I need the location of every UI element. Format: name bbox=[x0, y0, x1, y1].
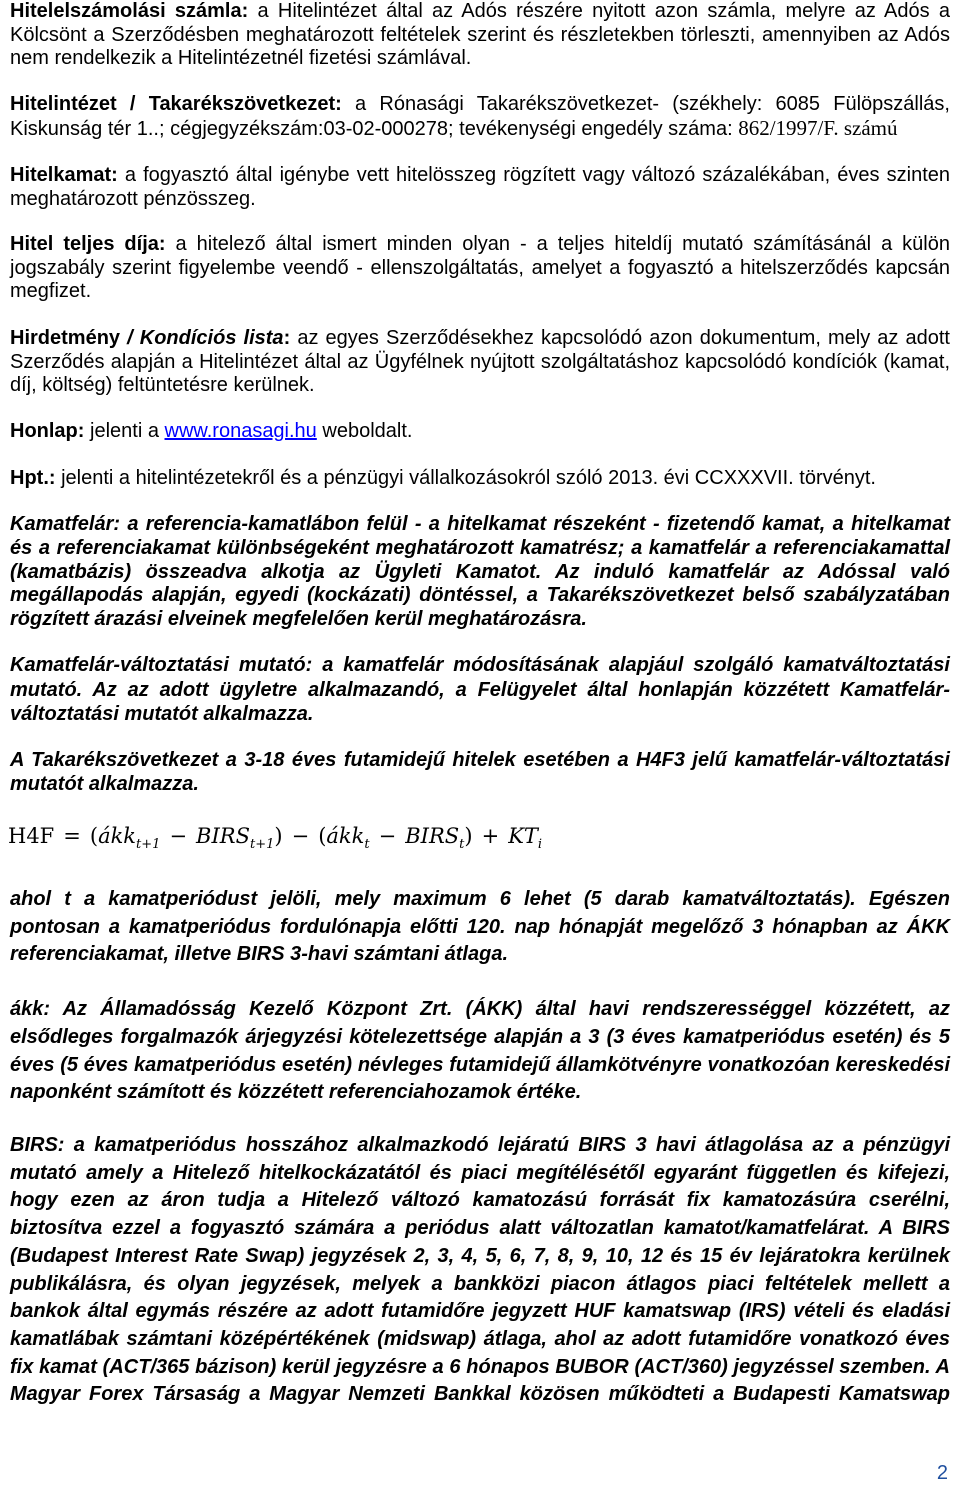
definition-hitelintezet bbox=[10, 93, 950, 141]
definition-hpt bbox=[10, 467, 950, 491]
formula-minus: − bbox=[291, 824, 310, 848]
formula-paren: ( bbox=[318, 824, 327, 848]
formula-subscript: t+1 bbox=[249, 837, 275, 852]
formula-var-birs: BIRS bbox=[196, 824, 250, 848]
formula-var-birs: BIRS bbox=[405, 824, 460, 848]
formula-var-akk: ákk bbox=[326, 824, 365, 848]
term-label: Hitelelszámolási számla: bbox=[10, 0, 249, 22]
term-label: Hirdetmény bbox=[10, 327, 121, 349]
term-label: Hitel teljes díja: bbox=[10, 233, 166, 255]
formula-subscript: t bbox=[459, 837, 465, 852]
formula-equals: = bbox=[63, 824, 81, 848]
definition-text: jelenti a hitelintézetekről és a pénzügyi vállalkozásokról szóló 2013. évi CCXXXVII. törvényt. bbox=[61, 467, 876, 489]
formula-paren: ) bbox=[274, 824, 283, 848]
definition-hirdetmeny bbox=[10, 327, 950, 398]
formula-lhs: H4F bbox=[8, 824, 55, 848]
term-label: Hpt.: bbox=[10, 467, 56, 489]
formula-var-akk: ákk bbox=[98, 824, 137, 848]
term-label-italic: / Kondíciós lista bbox=[127, 327, 284, 349]
formula-minus: − bbox=[169, 824, 188, 848]
definition-honlap bbox=[10, 420, 950, 444]
h4f-formula bbox=[8, 816, 542, 856]
h4f3-mutato-statement: A Takarékszövetkezet a 3-18 éves futamidejű hitelek esetében a H4F3 jelű kamatfelár-változtatási mutatót alkalmazza. bbox=[10, 749, 950, 795]
formula-plus: + bbox=[481, 824, 500, 848]
definition-text: a fogyasztó által igénybe vett hitelösszeg rögzített vagy változó százalékában, éves szinten meghatározott pénzösszeg. bbox=[10, 164, 950, 210]
term-label: Hitelintézet / Takarékszövetkezet: bbox=[10, 93, 342, 115]
definition-text: jelenti a bbox=[90, 420, 159, 442]
definition-hitel-teljes-dija bbox=[10, 233, 950, 304]
definition-text: a hitelező által ismert minden olyan - a teljes hiteldíj mutató számításánál a külön jogszabály szerint figyelembe veendő - ellenszolgáltatás, amelyet a fogyasztó a hitelszerződés kapcsán megfizet. bbox=[10, 233, 950, 302]
definition-akk: ákk: Az Államadósság Kezelő Központ Zrt. (ÁKK) által havi rendszerességgel közzétett, az elsődleges forgalmazók árjegyzési kötelezettsége alapján a 3 (3 éves kamatperiódus esetén) és 5 éves (5 éves kamatperiódus esetén) névleges futamidejű államkötvényre vonatkozóan kereskedési naponként számított és közzétett referenciahozamok értéke. bbox=[10, 998, 950, 1104]
formula-subscript: i bbox=[537, 837, 543, 852]
website-link[interactable]: www.ronasagi.hu bbox=[164, 420, 317, 442]
definition-hitelkamat bbox=[10, 164, 950, 211]
page-number: 2 bbox=[936, 1462, 948, 1484]
formula-subscript: t+1 bbox=[136, 837, 161, 852]
term-label: Hitelkamat: bbox=[10, 164, 118, 186]
definition-kamatfelar: Kamatfelár: a referencia-kamatlábon felül - a hitelkamat részeként - fizetendő kamat, a hitelkamat és a referenciakamat különbségeként meghatározott kamatrész; a kamatfelár a referenciakamattal (kamatbázis) összeadva alkotja az Ügyleti Kamatot. Az induló kamatfelár az Adóssal való megállapodás alapján, egyedi (kockázati) döntéssel, a Takarékszövetkezet belső szabályzatában rögzített árazási elveinek megfelelően kerül meghatározásra. bbox=[10, 513, 950, 631]
formula-var-kt: KT bbox=[508, 824, 538, 848]
definition-text-after: weboldalt. bbox=[322, 420, 413, 442]
definition-text: az egyes Szerződésekhez kapcsolódó azon dokumentum, mely az adott Szerződés alapján a Hitelintézet által az Ügyfélnek nyújtott szolgáltatáshoz kapcsolódó kondíciók (kamat, díj, költség) feltüntetésre kerülnek. bbox=[10, 327, 950, 396]
license-number: 862/1997/F. számú bbox=[738, 115, 898, 140]
definition-text: a Rónasági Takarékszövetkezet- (székhely: 6085 Fülöpszállás, Kiskunság tér 1..; cégjegyzékszám:03-02-000278; tevékenységi engedély száma: bbox=[10, 93, 950, 140]
formula-paren: ( bbox=[89, 824, 99, 848]
definition-text: a Hitelintézet által az Adós részére nyitott azon számla, melyre az Adós a Kölcsönt a Szerződésben meghatározott feltételek szerint és részletekben törleszti, amennyiben az Adós nem rendelkezik a Hitelintézetnél fizetési számlával. bbox=[10, 0, 950, 69]
definition-kamatfelar-valtoztatasi-mutato: Kamatfelár-változtatási mutató: a kamatfelár módosításának alapjául szolgáló kamatváltoztatási mutató. Az az adott ügyletre alkalmazandó, a Felügyelet által honlapján közzétett Kamatfelár-változtatási mutatót alkalmazza. bbox=[10, 654, 950, 725]
definition-birs: BIRS: a kamatperiódus hosszához alkalmazkodó lejáratú BIRS 3 havi átlagolása az a pénzügyi mutató amely a Hitelező hitelkockázatától és piaci megítélésétől egyaránt független és kifejezi, hogy ezen az áron tudja a Hitelező változó kamatozású forrását fix kamatozásúra cserélni, biztosítva ezzel a fogyasztó számára a periódus alatt változatlan kamatot/kamatfelárat. A BIRS (Budapest Interest Rate Swap) jegyzések 2, 3, 4, 5, 6, 7, 8, 9, 10, 12 és 15 év lejáratokra kerülnek publikálásra, és olyan jegyzések, melyek a bankközi piacon átlagos piaci feltételek mellett a bankok által egymás részére az adott futamidőre jegyzett HUF kamatswap (IRS) vételi és eladási kamatlábak számtani középértékének (midswap) átlaga, ahol az adott futamidőre vonatkozó éves fix kamat (ACT/365 bázison) kerül jegyzésre a 6 hónapos BUBOR (ACT/360) jegyzéssel szemben. A Magyar Forex Társaság a Magyar Nemzeti Bankkal közösen működteti a Budapesti Kamatswap bbox=[10, 1134, 950, 1406]
formula-subscript: t bbox=[364, 837, 370, 852]
term-label: Honlap: bbox=[10, 420, 85, 442]
formula-explanation: ahol t a kamatperiódust jelöli, mely maximum 6 lehet (5 darab kamatváltoztatás). Egészen pontosan a kamatperiódus fordulónapja előtti 120. nap hónapját megelőző 3 hónapban az ÁKK referenciakamat, illetve BIRS 3-havi számtani átlaga. bbox=[10, 888, 950, 965]
term-colon: : bbox=[283, 327, 291, 349]
formula-minus: − bbox=[378, 824, 397, 848]
definition-hitelelszamolasi-szamla bbox=[10, 0, 950, 71]
formula-paren: ) bbox=[464, 824, 473, 848]
